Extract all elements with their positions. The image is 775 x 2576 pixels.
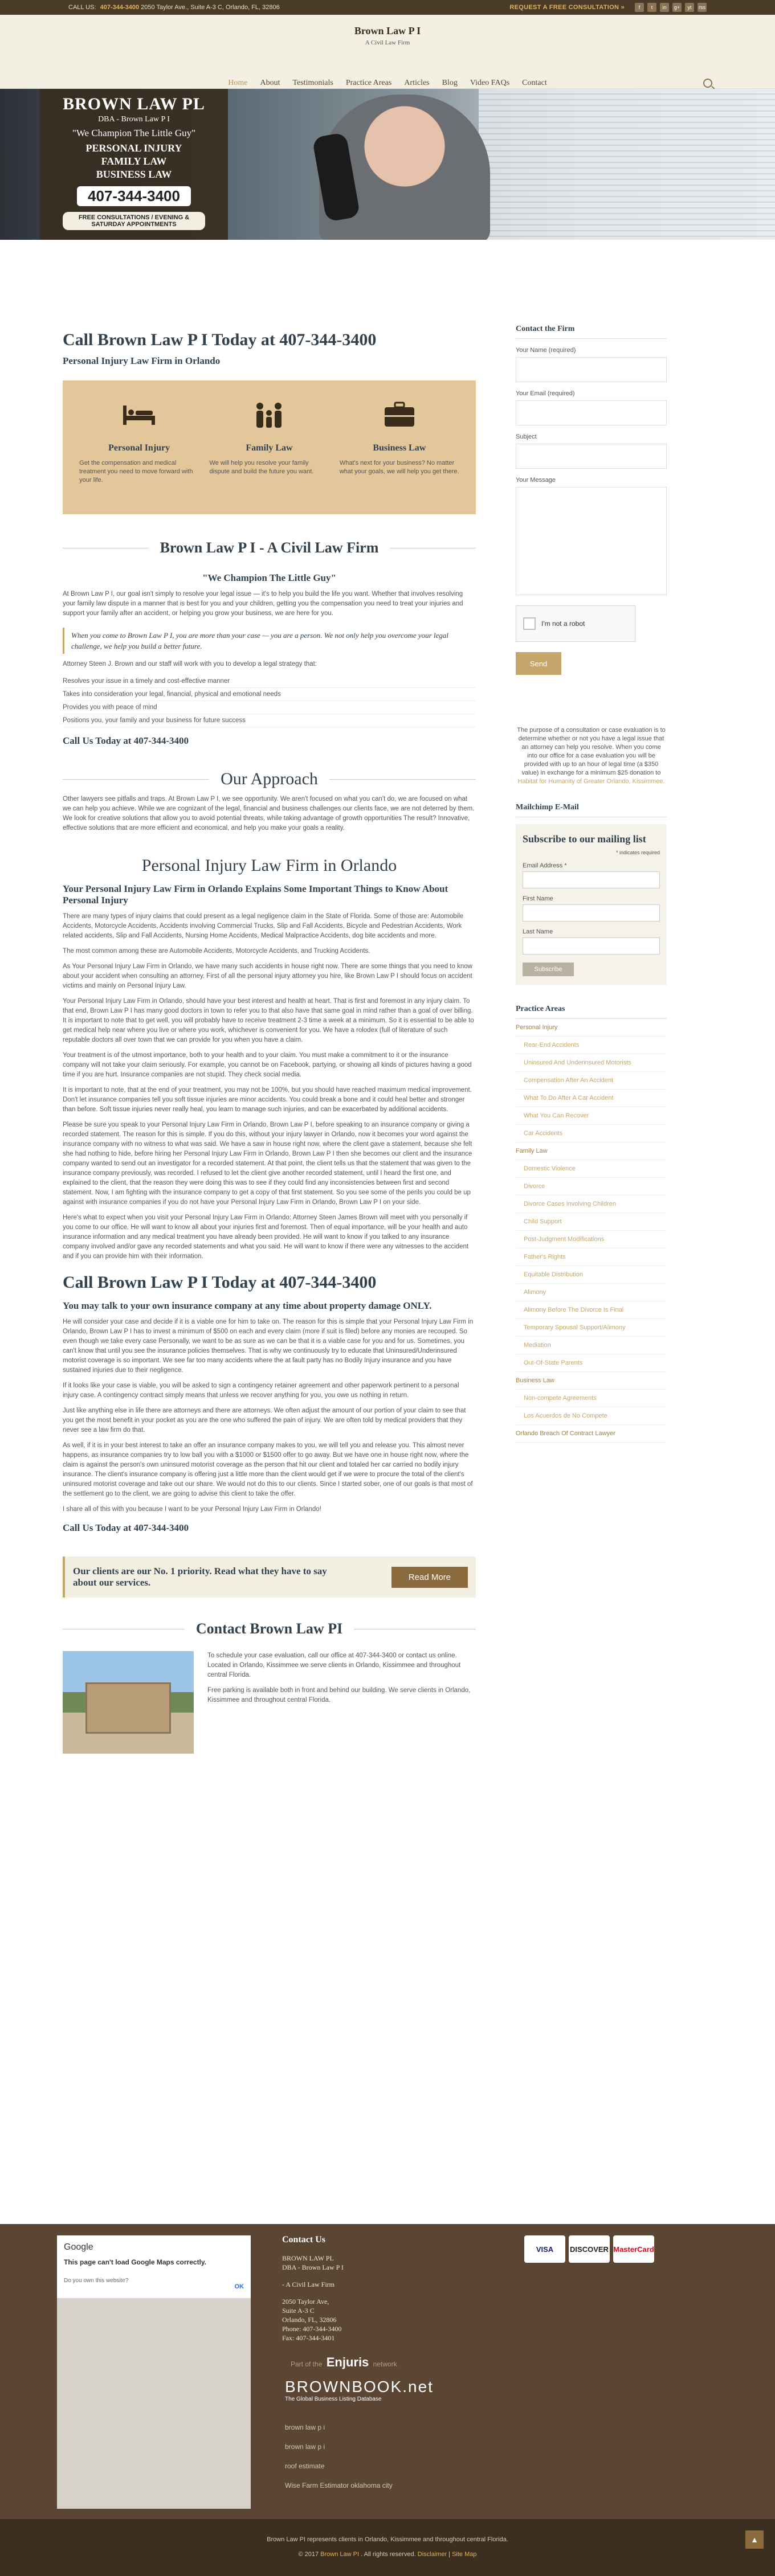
- practice-personal-injury[interactable]: [79, 398, 199, 497]
- brownbook-badge[interactable]: [285, 2378, 434, 2402]
- office-building-photo: [63, 1651, 194, 1754]
- call-label: CALL US:: [68, 4, 96, 11]
- email-label: Your Email (required): [516, 390, 575, 397]
- sidebar-item-practice-area[interactable]: Post-Judgment Modifications: [516, 1231, 667, 1248]
- map-ok-button[interactable]: OK: [234, 2283, 244, 2290]
- mc-first-label: First Name: [523, 895, 553, 902]
- enjuris-pre: Part of the: [291, 2360, 323, 2368]
- hero-line-business-law: BUSINESS LAW: [96, 169, 172, 180]
- testimonial-cta: [63, 1557, 476, 1598]
- search-icon[interactable]: [703, 79, 712, 88]
- subscribe-button[interactable]: Subscribe: [523, 963, 574, 976]
- bottom-line-1: Brown Law PI represents clients in Orlando, Kissimmee and throughout central Florida.: [267, 2536, 508, 2543]
- footer-fax: Fax: 407-344-3401: [282, 2334, 335, 2342]
- footer-link[interactable]: brown law p i: [285, 2443, 325, 2451]
- footer-addr3: Orlando, FL, 32806: [282, 2316, 337, 2324]
- sidebar-item-practice-area[interactable]: Alimony Before The Divorce Is Final: [516, 1301, 667, 1319]
- practice-areas-title: Practice Areas: [516, 1005, 667, 1019]
- brand-name: Brown Law P I: [354, 25, 421, 36]
- bottom-bar: [0, 2519, 775, 2576]
- pil-paragraph-7: Please be sure you speak to your Personal Injury Law Firm in Orlando, Brown Law P I, before speaking to an insurance company or giving a recorded statement. The reason for this is simple. If you do this, without your injury lawyer in Orlando, now it becomes your word against the insurance company with no witness to what was said. We have a saw in house right now, where the client gave a statement, because she felt she had nothing to hide, before hiring her Personal Injury Law Firm in Orlando, Brown Law P I then she becomes our client and the insurance company wanted to send out an investigator for a recorded statement. At that point, the client tells us that the statement that was given to the insurance company previously, was recorded. I refused to let the client give another recorded statement, until I heard the first one, and explained to the client, that the reason they were doing this was to see if they could find any inconsistencies between first and second statement. Now, I am fighting with the insurance company to get a copy of that first statement. So you see some of the perils you could be up against with insurance companies if you do not have your Personal Injury Law Firm in Orlando, Brown Law P I on your side.: [63, 1121, 472, 1206]
- footer-addr2: Suite A-3 C: [282, 2307, 315, 2315]
- practice-desc: We will help you resolve your family dispute and build the future you want.: [209, 460, 314, 475]
- pil-paragraph-6: It is important to note, that at the end of your treatment, you may not be 100%, but you should have reached maximum medical improvement. Don't let insurance companies tell you soft tissue injuries are minor accidents. You could break a bone and it could heal better and stronger than before. Soft tissue injuries never really heal, you learn to manage such injuries, and can be exacerbated by additional accidents.: [63, 1087, 472, 1113]
- practice-title: Business Law: [373, 443, 426, 453]
- google-plus-icon[interactable]: g+: [672, 3, 682, 12]
- champion-subtitle: "We Champion The Little Guy": [202, 572, 336, 583]
- note-text: The purpose of a consultation or case evaluation is to determine whether or not you have a legal issue that an attorney can help you resolve. When you come into our office for a case evaluation you will be provided with up to an hour of legal time (a $350 value) in exchange for a minimum $25 donation to: [517, 727, 666, 776]
- talk-paragraph-3: Just like anything else in life there are attorneys and there are attorneys. We often adjust the amount of our portion of your claim to see that you get the most benefit in your pocket as you are the one who suffered the pain of injury. We are often told by medical providers that they never see a law firm do that.: [63, 1407, 466, 1434]
- message-field[interactable]: [516, 487, 667, 595]
- enjuris-post: network: [373, 2360, 397, 2368]
- top-address: 2050 Taylor Ave., Suite A-3 C, Orlando, FL, 32806: [141, 4, 280, 11]
- mc-first-name-field[interactable]: [523, 904, 660, 922]
- habitat-link[interactable]: Habitat for Humanity of Greater Orlando, Kissimmee.: [517, 778, 665, 785]
- sidebar-item-practice-area[interactable]: Family Law: [516, 1142, 667, 1160]
- contact-row: [63, 1651, 476, 1754]
- recaptcha-label: I'm not a robot: [541, 620, 585, 628]
- hero-card: [40, 89, 228, 240]
- nav-blog[interactable]: Blog: [442, 79, 458, 87]
- top-phone-link[interactable]: 407-344-3400: [100, 4, 140, 11]
- call-today-heading: Call Us Today at 407-344-3400: [63, 735, 189, 746]
- practice-business-law[interactable]: [340, 398, 459, 497]
- footer-firm: BROWN LAW PL: [282, 2254, 334, 2262]
- nav-home[interactable]: Home: [228, 79, 248, 87]
- nav-testimonials[interactable]: Testimonials: [292, 79, 333, 87]
- footer-link[interactable]: brown law p i: [285, 2423, 325, 2431]
- sidebar-item-practice-area[interactable]: Divorce Cases Involving Children: [516, 1195, 667, 1213]
- linkedin-icon[interactable]: in: [660, 3, 669, 12]
- talk-paragraph-1: He will consider your case and decide if it is a viable one for him to take on. The reason for this is simple that your Personal Injury Law Firm in Orlando, Brown Law P I has to invest a minimum of $500 on each and every claim (more if suit is filed) before any monies are recouped. So even though we take every case Personally, we want to be as sure as we can be that it is a viable case for you and for us. Sometimes, you can't know that until you see the insurance policies themselves. That is why we continuously try to educate that Uninsured/Underinsured motorist coverage is so important. We see far too many accidents where the at fault party has no Bodily Injury insurance and you have sustained injuries due to their negligence.: [63, 1318, 474, 1374]
- footer-addr1: 2050 Taylor Ave,: [282, 2297, 329, 2305]
- sidebar-item-practice-area[interactable]: What To Do After A Car Accident: [516, 1090, 667, 1107]
- practice-title: Personal Injury: [108, 443, 170, 453]
- contact-text: [207, 1651, 476, 1754]
- nav-articles[interactable]: Articles: [404, 79, 430, 87]
- footer-image-links: [285, 2412, 393, 2489]
- contact-form-title: Contact the Firm: [516, 325, 667, 339]
- pil-title: Personal Injury Law Firm in Orlando: [141, 856, 397, 875]
- nav-practice-areas[interactable]: Practice Areas: [345, 79, 392, 87]
- main-subheading: Personal Injury Law Firm in Orlando: [63, 355, 221, 366]
- practice-desc: What's next for your business? No matter what your goals, we will help you get there.: [339, 460, 459, 475]
- consultation-link[interactable]: REQUEST A FREE CONSULTATION »: [509, 4, 625, 11]
- footer-link[interactable]: roof estimate: [285, 2462, 325, 2470]
- sidebar-item-practice-area[interactable]: Alimony: [516, 1284, 667, 1301]
- call-heading-2: Call Brown Law P I Today at 407-344-3400: [63, 1273, 377, 1292]
- send-button[interactable]: Send: [516, 652, 561, 675]
- hero-blinds: [479, 89, 775, 240]
- contact-paragraph-2: Free parking is available both in front and behind our building. We serve clients in Orlando, Kissimmee and throughout central Florida.: [207, 1687, 471, 1703]
- footer-contact-title: Contact Us: [282, 2235, 325, 2245]
- pil-paragraph-4: Your Personal Injury Law Firm in Orlando, should have your best interest and health at heart. That is first and foremost in any injury claim. To that end, Brown Law P I has many good doctors in town to refer you to that also have that same goal in mind rather than a goal of over billing. It is important to note that to get well, you will probably have to receive treatment 2-3 time a week at a minimum. So it is essential to be able to get medical help near where you live or where you work, whichever is convenient for you. We have a rolodex (full of literature of such reputable doctors all over town that we can provide for you when you have a claim.: [63, 998, 474, 1043]
- footer-civil: - A Civil Law Firm: [282, 2280, 335, 2288]
- pil-paragraph-2: The most common among these are Automobile Accidents, Motorcycle Accidents, and Trucking Accidents.: [63, 948, 370, 955]
- mc-email-field[interactable]: [523, 871, 660, 888]
- hero-line-family-law: FAMILY LAW: [101, 155, 167, 167]
- sidebar-item-practice-area[interactable]: Business Law: [516, 1372, 667, 1390]
- mc-email-label: Email Address *: [523, 862, 567, 869]
- sidebar-item-practice-area[interactable]: Mediation: [516, 1337, 667, 1354]
- sidebar-item-practice-area[interactable]: Non-compete Agreements: [516, 1390, 667, 1407]
- pil-paragraph-5: Your treatment is of the utmost importance, both to your health and to your claim. You must make a commitment to it or the insurance company will not take your claim seriously. For example, you cannot be on Facebook, partying, or showing all kinds of pictures having a good time if you are hurt. Insurance companies are not stupid. They check social media.: [63, 1052, 472, 1078]
- mc-last-name-field[interactable]: [523, 937, 660, 955]
- mastercard-icon: MasterCard: [613, 2235, 654, 2263]
- required-note: * indicates required: [615, 850, 660, 855]
- hero-dba: DBA - Brown Law P I: [98, 115, 170, 124]
- family-icon: [209, 398, 329, 432]
- talk-paragraph-5: I share all of this with you because I want to be your Personal Injury Law Firm in Orlando!: [63, 1506, 321, 1513]
- approach-paragraph: Other lawyers see pitfalls and traps. At Brown Law P I, we see opportunity. We aren't focused on what you can't do, we are focused on what we can help you achieve. While we are cognizant of the legal, financial and business challenges our clients face, we are not deterred by them. We look for creative solutions that allow you to avoid potential threats, while taking advantage of growth opportunities The result? Innovative, effective solutions that are more efficient and economical, and help you make your goals a reality.: [63, 796, 475, 832]
- sidebar-item-practice-area[interactable]: Rear-End Accidents: [516, 1037, 667, 1054]
- mailchimp-title: Mailchimp E-Mail: [516, 803, 667, 817]
- mailchimp-heading: Subscribe to our mailing list: [523, 833, 646, 845]
- name-label: Your Name (required): [516, 347, 576, 354]
- main-content: [63, 330, 476, 1754]
- sitemap-link[interactable]: Site Map: [452, 2551, 477, 2558]
- hero-firm: BROWN LAW PL: [63, 95, 205, 113]
- sidebar-item-practice-area[interactable]: Orlando Breach Of Contract Lawyer: [516, 1425, 667, 1443]
- footer-link[interactable]: Wise Farm Estimator oklahoma city: [285, 2481, 393, 2489]
- sidebar-item-practice-area[interactable]: Father's Rights: [516, 1248, 667, 1266]
- footer: [0, 2224, 775, 2519]
- cta-text: Our clients are our No. 1 priority. Read what they have to say about our services.: [73, 1566, 327, 1588]
- talk-paragraph-2: If it looks like your case is viable, you will be asked to sign a contingency retainer agreement and other paperwork pertinent to a personal injury case. A contingency contract simply means that unless we recover anything for you, you owe us nothing in return.: [63, 1382, 459, 1399]
- brownbook-logo: BROWNBOOK.net: [285, 2378, 434, 2395]
- list-item: Resolves your issue in a timely and cost-effective manner: [63, 675, 476, 688]
- copyright-rest: . All rights reserved.: [361, 2551, 416, 2558]
- list-item: Takes into consideration your legal, financial, physical and emotional needs: [63, 688, 476, 701]
- talk-subheading: You may talk to your own insurance company at any time about property damage ONLY.: [63, 1300, 432, 1311]
- facebook-icon[interactable]: f: [635, 3, 644, 12]
- nav-about[interactable]: About: [260, 79, 280, 87]
- sidebar-item-practice-area[interactable]: Equitable Distribution: [516, 1266, 667, 1284]
- site-header: [0, 15, 775, 89]
- sidebar-item-practice-area[interactable]: Out-Of-State Parents: [516, 1354, 667, 1372]
- strategy-list: [63, 675, 476, 727]
- bottom-line-2: © 2017 Brown Law PI . All rights reserved. Disclaimer | Site Map: [298, 2551, 477, 2558]
- footer-contact: [282, 2235, 510, 2342]
- brownbook-sub: The Global Business Listing Database: [285, 2396, 382, 2402]
- practice-desc: Get the compensation and medical treatment you need to move forward with your life.: [79, 460, 193, 484]
- hero-free-consult-button[interactable]: FREE CONSULTATIONS / EVENING & SATURDAY APPOINTMENTS: [63, 212, 205, 230]
- top-contact: [68, 4, 282, 11]
- sidebar-item-practice-area[interactable]: Compensation After An Accident: [516, 1072, 667, 1090]
- footer-phone: Phone: 407-344-3400: [282, 2325, 342, 2333]
- message-label: Your Message: [516, 477, 556, 484]
- hero-phone-button[interactable]: 407-344-3400: [77, 186, 191, 206]
- sidebar-item-practice-area[interactable]: Temporary Spousal Support/Alimony: [516, 1319, 667, 1337]
- contact-section: [63, 1620, 476, 1754]
- google-map[interactable]: [57, 2235, 251, 2509]
- list-item: Positions you, your family and your business for future success: [63, 714, 476, 727]
- hero-slogan: "We Champion The Little Guy": [72, 128, 196, 138]
- sidebar-item-practice-area[interactable]: Los Acuerdos de No Compete: [516, 1407, 667, 1425]
- rss-icon[interactable]: rss: [698, 3, 707, 12]
- intro-paragraph: At Brown Law P I, our goal isn't simply to resolve your legal issue — it's to help you build the life you want. Whether that involves resolving your family law dispute in a manner that is best for you and your children, getting you the compensation you need to treat your injuries and support your family after an accident, or helping you grow your business, we are here for you.: [63, 591, 463, 617]
- subject-label: Subject: [516, 433, 537, 440]
- approach-title: Our Approach: [63, 769, 476, 789]
- sidebar-item-practice-area[interactable]: What You Can Recover: [516, 1107, 667, 1125]
- copyright-firm-link[interactable]: Brown Law PI: [320, 2551, 360, 2558]
- top-bar: [0, 0, 775, 15]
- copyright-year: © 2017: [298, 2551, 319, 2558]
- contact-paragraph-1: To schedule your case evaluation, call our office at 407-344-3400 or contact us online. Located in Orlando, Kissimmee we serve clients in Orlando, Kissimmee and throughout central Florida.: [207, 1652, 461, 1678]
- sidebar-item-practice-area[interactable]: Personal Injury: [516, 1019, 667, 1037]
- briefcase-icon: [340, 398, 459, 432]
- strategy-intro: Attorney Steen J. Brown and our staff will work with you to develop a legal strategy that:: [63, 661, 317, 667]
- pil-paragraph-3: As Your Personal Injury Law Firm in Orlando, we have many such accidents in house right now. There are some things that you need to know about your accident when consulting an attorney. First of all the personal injury attorney you hire, like Brown Law P I should focus on accident victims and mainly on Personal Injury Law.: [63, 963, 472, 989]
- practice-areas-list: [516, 1019, 667, 1443]
- main-nav: [0, 79, 775, 88]
- top-right: [509, 3, 707, 12]
- contact-title: Contact Brown Law PI: [63, 1620, 476, 1637]
- practice-title: Family Law: [246, 443, 293, 453]
- brand-tagline: A Civil Law Firm: [365, 39, 410, 46]
- google-logo: Google: [64, 2242, 93, 2252]
- civil-law-title: Brown Law P I - A Civil Law Firm: [63, 539, 476, 556]
- visa-icon: VISA: [524, 2235, 565, 2263]
- practice-family-law[interactable]: [209, 398, 329, 497]
- sidebar-item-practice-area[interactable]: Domestic Violence: [516, 1160, 667, 1178]
- disclaimer-link[interactable]: Disclaimer: [417, 2551, 447, 2558]
- hero-banner: [0, 89, 775, 240]
- bed-icon: [79, 398, 199, 432]
- read-more-button[interactable]: [391, 1567, 468, 1588]
- quote-box: When you come to Brown Law P I, you are more than your case — you are a person. We not only help you overcome your legal challenge, we help you build a better future.: [63, 628, 476, 654]
- youtube-icon[interactable]: yt: [685, 3, 694, 12]
- name-field[interactable]: [516, 357, 667, 382]
- pil-subheading: Your Personal Injury Law Firm in Orlando Explains Some Important Things to Know About Personal Injury: [63, 883, 448, 906]
- sidebar-item-practice-area[interactable]: Divorce: [516, 1178, 667, 1195]
- enjuris-badge[interactable]: [291, 2355, 397, 2370]
- subject-field[interactable]: [516, 444, 667, 469]
- enjuris-name: Enjuris: [326, 2355, 369, 2369]
- map-error-dialog: [57, 2235, 251, 2298]
- back-to-top-icon[interactable]: ▲: [745, 2530, 764, 2549]
- sidebar-item-practice-area[interactable]: Uninsured And Underinsured Motorists: [516, 1054, 667, 1072]
- sidebar: [516, 325, 667, 1443]
- consultation-note: [516, 726, 667, 786]
- nav-video-faqs[interactable]: Video FAQs: [470, 79, 510, 87]
- sidebar-item-practice-area[interactable]: Car Accidents: [516, 1125, 667, 1142]
- talk-paragraph-4: As well, if it is in your best interest to take an offer an insurance company makes to you, we will tell you and release you. This almost never happens, as insurance companies try to low ball you with a $1000 or $1500 offer to go away. But we have one in house right now, where the claim is against the person's own uninsured motorist coverage as the person that hit our client and totaled her car carried no bodily injury insurance. The client's insurance company is offering just a little more than the client would get if we were to procure the total of the client's uninsured motorist coverage and take out our share. We would not do this to our clients. Since I started sober, one of our goals is that most of the settlement go to the client, we are going to advise this client to take the offer.: [63, 1442, 473, 1497]
- practice-box: [63, 380, 476, 514]
- hero-line-personal-injury: PERSONAL INJURY: [85, 142, 182, 154]
- pil-paragraph-1: There are many types of injury claims that could present as a legal negligence claim in the State of Florida. Some of those are: Automobile Accidents, Motorcycle Accidents, Accidents involving Commercial Trucks, Slip and Fall Accidents, Bicycle and Pedestrian Accidents, Work related accidents, Slip and Fall Accidents, Nursing Home Accidents, Medical Malpractice Accidents, dog bite accidents and more.: [63, 913, 464, 939]
- pil-paragraph-8: Here's what to expect when you visit your Personal Injury Law Firm in Orlando: Attorney Steen James Brown will meet with you personally if you come to our office. He will want to know all about your injuries first and foremost. Then of equal importance, will be your health and auto insurance information and any medical treatment you have already been provided. He will want to know if you talked to any insurance company involved and/or gave any recorded statements and what you said. He will want to know if there were any witnesses to the accident and if you can provide him with their information.: [63, 1214, 469, 1260]
- discover-icon: DISCOVER: [569, 2235, 610, 2263]
- sidebar-item-practice-area[interactable]: Child Support: [516, 1213, 667, 1231]
- list-item: Provides you with peace of mind: [63, 701, 476, 714]
- nav-contact[interactable]: Contact: [522, 79, 547, 87]
- call-today-heading-2: Call Us Today at 407-344-3400: [63, 1522, 189, 1533]
- payment-cards: [524, 2235, 654, 2263]
- map-own-question: Do you own this website?: [64, 2278, 129, 2284]
- recaptcha-checkbox[interactable]: [523, 617, 536, 630]
- footer-dba: DBA - Brown Law P I: [282, 2263, 344, 2271]
- read-more-label: Read More: [408, 1572, 451, 1582]
- twitter-icon[interactable]: t: [647, 3, 656, 12]
- brand[interactable]: [0, 15, 775, 46]
- mc-last-label: Last Name: [523, 928, 553, 935]
- mailchimp-form: [516, 824, 667, 985]
- email-field[interactable]: [516, 400, 667, 425]
- main-heading: Call Brown Law P I Today at 407-344-3400: [63, 330, 377, 349]
- recaptcha: [516, 605, 635, 642]
- map-error-message: This page can't load Google Maps correctly.: [64, 2258, 207, 2266]
